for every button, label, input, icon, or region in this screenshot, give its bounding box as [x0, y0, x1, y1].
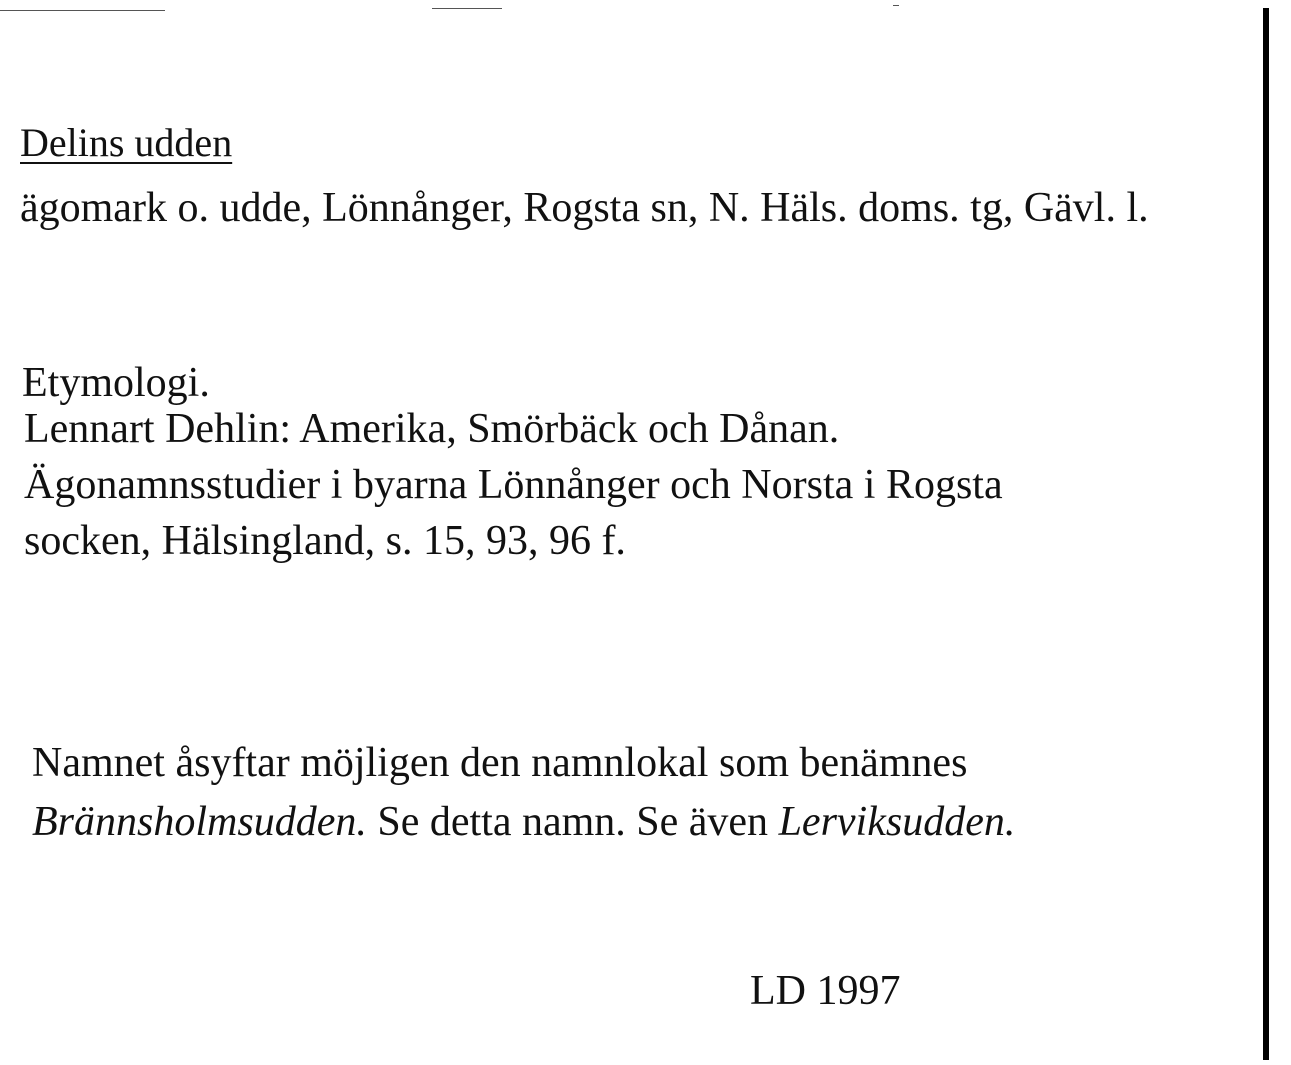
place-description: ägomark o. udde, Lönnånger, Rogsta sn, N. Häls. doms. tg, Gävl. l. [20, 185, 1149, 231]
place-name-heading: Delins udden [20, 120, 233, 165]
reference-line: socken, Hälsingland, s. 15, 93, 96 f. [24, 518, 626, 564]
note-paragraph [32, 734, 1015, 852]
note-line-1: Namnet åsyftar möjligen den namnlokal som benämnes [32, 740, 968, 786]
scan-mark-right [893, 5, 899, 6]
card-edge [1263, 8, 1269, 1060]
reference-line: Ägonamnsstudier i byarna Lönnånger och Norsta i Rogsta [24, 462, 1003, 508]
note-line-2 [32, 793, 1015, 852]
scan-mark-left [0, 10, 165, 11]
author-signature: LD 1997 [750, 968, 901, 1014]
etymology-reference [24, 401, 1003, 569]
note-text: Se detta namn. Se även [366, 799, 779, 845]
cross-reference-name: Lerviksudden. [778, 799, 1016, 845]
reference-line: Lennart Dehlin: Amerika, Smörbäck och Dånan. [24, 406, 840, 452]
scan-mark-center [432, 8, 502, 9]
cross-reference-name: Brännsholmsudden. [32, 799, 367, 845]
etymology-label: Etymologi. [22, 360, 210, 406]
